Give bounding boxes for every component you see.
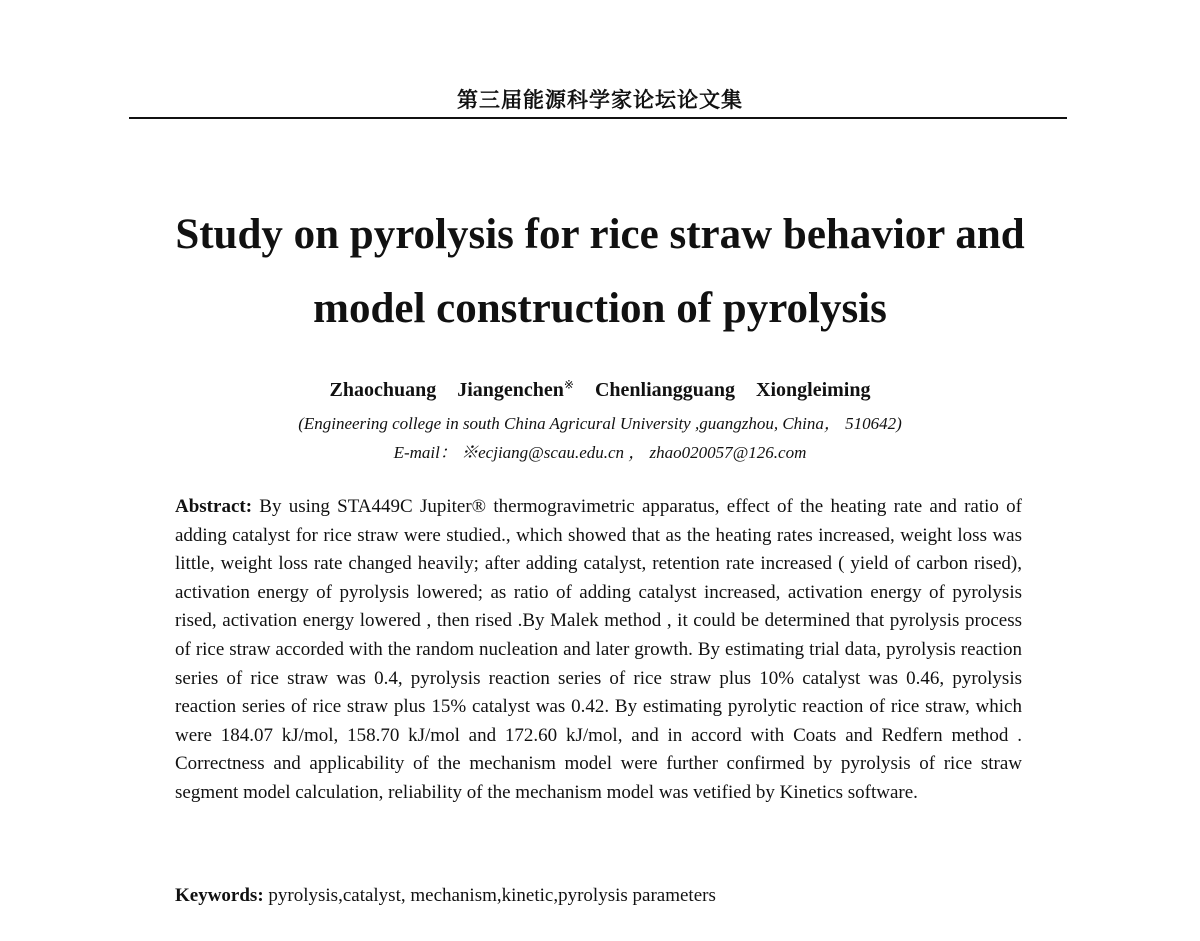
author-name: Jiangenchen※ (457, 377, 574, 401)
header-rule (129, 117, 1067, 119)
abstract-label: Abstract: (175, 496, 253, 517)
email-line: E-mail： ※ecjiang@scau.edu.cn ， zhao020057@126.com (393, 443, 807, 462)
running-header: 第三届能源科学家论坛论文集 (457, 88, 743, 112)
author-list (0, 377, 1200, 402)
title-line-2: model construction of pyrolysis (313, 285, 887, 332)
title-line-1: Study on pyrolysis for rice straw behavior and (175, 211, 1025, 258)
author-name: Xiongleiming (756, 378, 871, 401)
keywords-text: pyrolysis,catalyst, mechanism,kinetic,pyrolysis parameters (268, 885, 716, 906)
corresponding-author-mark: ※ (563, 377, 574, 391)
author-name: Zhaochuang (329, 378, 437, 401)
affiliation: (Engineering college in south China Agricural University ,guangzhou, China， 510642) (298, 414, 902, 433)
paper-title (0, 198, 1200, 346)
abstract-text: By using STA449C Jupiter® thermogravimetric apparatus, effect of the heating rate and ratio of adding catalyst for rice straw were studied., which showed that as the heating rates increased, weight loss was little, weight loss rate changed heavily; after adding catalyst, retention rate increased ( yield of carbon rised), activation energy of pyrolysis lowered; as ratio of adding catalyst increased, activation energy of pyrolysis rised, activation energy lowered , then rised .By Malek method , it could be determined that pyrolysis process of rice straw accorded with the random nucleation and later growth. By estimating trial data, pyrolysis reaction series of rice straw was 0.4, pyrolysis reaction series of rice straw plus 10% catalyst was 0.46, pyrolysis reaction series of rice straw plus 15% catalyst was 0.42. By estimating pyrolytic reaction of rice straw, which were 184.07 kJ/mol, 158.70 kJ/mol and 172.60 kJ/mol, and in accord with Coats and Redfern method . Correctness and applicability of the mechanism model were further confirmed by pyrolysis of rice straw segment model calculation, reliability of the mechanism model was vetified by Kinetics software. (175, 496, 1022, 803)
keywords (175, 882, 1022, 910)
abstract (175, 493, 1022, 808)
author-name: Chenliangguang (594, 378, 736, 401)
keywords-label: Keywords: (175, 885, 264, 906)
